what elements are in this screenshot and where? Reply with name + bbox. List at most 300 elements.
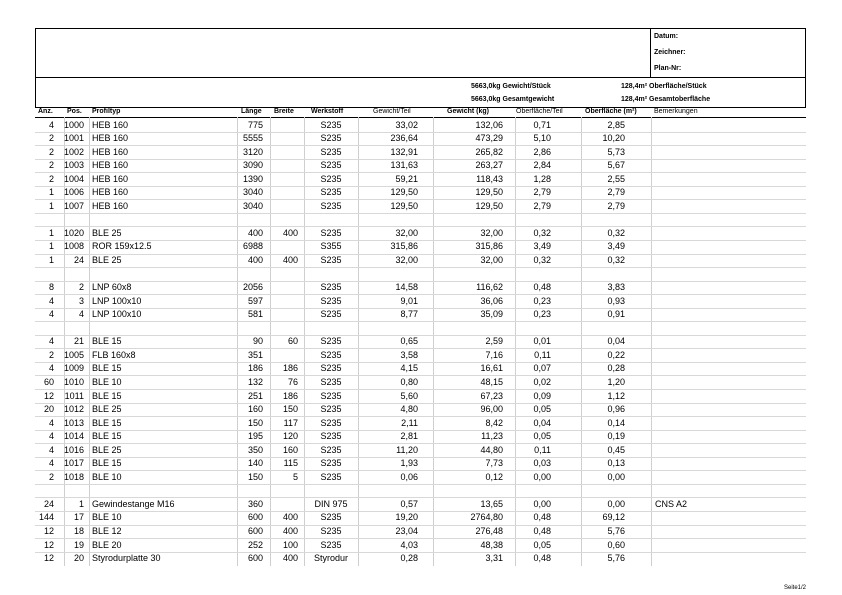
table-cell-anz: 144: [38, 512, 54, 523]
col-header-oberflaeche-teil: Oberfläche/Teil: [516, 108, 563, 115]
table-cell-gew: 116,62: [476, 282, 503, 293]
col-header-gewicht-kg: Gewicht (kg): [447, 108, 490, 115]
table-cell-gew_teil: 14,58: [395, 282, 418, 293]
table-cell-pos: 2: [78, 282, 84, 293]
table-cell-anz: 2: [48, 160, 54, 171]
table-cell-anz: 20: [43, 404, 54, 415]
table-cell-gew: 32,00: [480, 255, 503, 265]
table-cell-ob: 0,00: [607, 471, 625, 482]
table-cell-gew: 129,50: [475, 187, 503, 198]
grid-vline: [89, 117, 90, 566]
table-cell-profil: ROR 159x12.5: [92, 241, 152, 252]
total-weight: 5663,0kg Gesamtgewicht: [471, 96, 555, 103]
table-cell-werkstoff: S235: [320, 200, 342, 211]
table-cell-gew_teil: 4,03: [400, 539, 418, 550]
table-cell-profil: BLE 15: [92, 336, 122, 347]
table-cell-ob_teil: 2,79: [533, 187, 551, 198]
table-cell-ob_teil: 0,01: [533, 336, 551, 347]
table-cell-werkstoff: S235: [320, 458, 342, 469]
table-cell-breite: 186: [282, 363, 298, 374]
table-cell-ob: 0,19: [607, 431, 625, 442]
table-cell-profil: HEB 160: [92, 146, 129, 157]
table-cell-pos: 1020: [64, 227, 85, 238]
table-cell-ob: 1,12: [607, 390, 625, 401]
table-cell-werkstoff: S235: [320, 376, 342, 387]
table-cell-profil: LNP 100x10: [92, 309, 142, 320]
table-cell-ob: 2,85: [607, 119, 625, 130]
table-cell-anz: 4: [48, 458, 54, 469]
table-cell-ob_teil: 0,07: [533, 363, 551, 374]
table-cell-laenge: 360: [247, 498, 263, 509]
table-cell-werkstoff: S235: [320, 404, 342, 415]
table-cell-anz: 4: [48, 444, 54, 455]
table-cell-pos: 1: [78, 498, 84, 509]
table-cell-werkstoff: S235: [320, 431, 342, 442]
table-cell-bem: CNS A2: [655, 498, 688, 509]
table-cell-laenge: 600: [247, 526, 263, 536]
table-cell-ob_teil: 0,09: [533, 390, 551, 401]
table-cell-gew_teil: 0,65: [400, 336, 418, 347]
table-cell-gew: 2764,80: [470, 512, 503, 523]
table-cell-ob: 0,22: [607, 349, 625, 360]
table-cell-anz: 4: [48, 295, 54, 306]
table-cell-laenge: 90: [252, 336, 263, 347]
table-cell-ob: 5,76: [607, 526, 625, 536]
table-cell-ob_teil: 0,48: [533, 512, 551, 523]
table-cell-breite: 400: [282, 553, 298, 564]
table-cell-breite: 60: [287, 336, 298, 347]
table-cell-anz: 12: [43, 539, 54, 550]
table-cell-anz: 2: [48, 146, 54, 157]
table-cell-laenge: 5555: [242, 133, 263, 144]
table-cell-laenge: 775: [247, 119, 263, 130]
table-cell-profil: BLE 15: [92, 458, 122, 469]
table-cell-anz: 12: [43, 553, 54, 564]
table-cell-anz: 1: [48, 227, 54, 238]
table-cell-ob_teil: 0,23: [533, 309, 551, 320]
table-cell-ob: 0,60: [607, 539, 625, 550]
grid-hline: [35, 484, 806, 485]
table-cell-werkstoff: S235: [320, 471, 342, 482]
table-cell-pos: 3: [78, 295, 84, 306]
table-cell-profil: Styrodurplatte 30: [92, 553, 161, 564]
table-cell-breite: 115: [283, 458, 298, 469]
table-cell-gew_teil: 8,77: [400, 309, 418, 320]
table-cell-gew_teil: 131,63: [390, 160, 418, 171]
table-cell-profil: BLE 20: [92, 539, 122, 550]
table-cell-laenge: 132: [247, 376, 263, 387]
table-cell-ob_teil: 0,05: [533, 404, 551, 415]
table-cell-gew_teil: 236,64: [390, 133, 418, 144]
col-header-pos: Pos.: [67, 108, 82, 115]
table-cell-gew: 265,82: [475, 146, 503, 157]
table-cell-gew_teil: 9,01: [400, 295, 418, 306]
table-cell-gew: 16,61: [480, 363, 503, 374]
surface-per-piece: 128,4m² Oberfläche/Stück: [621, 83, 707, 90]
table-cell-werkstoff: S235: [320, 417, 342, 428]
table-cell-gew_teil: 4,80: [400, 404, 418, 415]
table-cell-breite: 400: [282, 512, 298, 523]
table-cell-breite: 400: [282, 227, 298, 238]
table-cell-gew_teil: 3,58: [400, 349, 418, 360]
table-cell-gew_teil: 33,02: [395, 119, 418, 130]
datum-label: Datum:: [654, 33, 679, 40]
table-cell-pos: 4: [78, 309, 84, 320]
table-cell-laenge: 140: [247, 458, 263, 469]
table-cell-laenge: 3040: [242, 187, 263, 198]
table-cell-ob: 5,73: [607, 146, 625, 157]
table-cell-anz: 4: [48, 336, 54, 347]
table-cell-pos: 21: [73, 336, 84, 347]
table-cell-ob: 10,20: [602, 133, 625, 144]
table-cell-laenge: 2056: [242, 282, 263, 293]
table-cell-pos: 1014: [64, 431, 85, 442]
table-cell-werkstoff: S235: [320, 282, 342, 293]
title-block: [35, 28, 806, 108]
table-cell-profil: BLE 10: [92, 512, 122, 523]
table-cell-gew_teil: 315,86: [390, 241, 418, 252]
table-cell-gew: 35,09: [480, 309, 503, 320]
table-cell-gew: 473,29: [475, 133, 503, 144]
table-cell-ob: 0,14: [607, 417, 625, 428]
table-cell-werkstoff: S235: [320, 146, 342, 157]
table-cell-anz: 2: [48, 471, 54, 482]
table-cell-ob: 0,45: [607, 444, 625, 455]
table-cell-werkstoff: S235: [320, 309, 342, 320]
table-cell-ob: 0,96: [607, 404, 625, 415]
table-cell-ob: 69,12: [602, 512, 625, 523]
table-cell-anz: 1: [48, 241, 54, 252]
table-cell-pos: 1008: [64, 241, 85, 252]
table-cell-breite: 400: [282, 255, 298, 265]
table-cell-werkstoff: Styrodur: [313, 553, 348, 564]
table-cell-werkstoff: DIN 975: [314, 498, 348, 509]
table-cell-pos: 1005: [64, 349, 85, 360]
table-cell-laenge: 400: [247, 227, 263, 238]
table-cell-ob: 3,83: [607, 282, 625, 293]
table-cell-ob: 0,00: [607, 498, 625, 509]
title-block-rule: [36, 77, 805, 78]
table-cell-gew: 132,06: [475, 119, 503, 130]
zeichner-label: Zeichner:: [654, 49, 686, 56]
table-cell-pos: 1000: [64, 119, 85, 130]
table-cell-werkstoff: S235: [320, 173, 342, 184]
table-cell-ob_teil: 0,32: [533, 255, 551, 265]
table-cell-profil: HEB 160: [92, 200, 129, 211]
table-cell-gew_teil: 129,50: [390, 200, 418, 211]
table-cell-werkstoff: S355: [320, 241, 342, 252]
col-header-oberflaeche-m2: Oberfläche (m²): [585, 108, 637, 115]
table-cell-ob: 0,13: [607, 458, 625, 469]
table-cell-werkstoff: S235: [320, 227, 342, 238]
table-cell-anz: 4: [48, 363, 54, 374]
table-cell-laenge: 195: [247, 431, 263, 442]
table-cell-werkstoff: S235: [320, 363, 342, 374]
title-block-divider: [650, 29, 651, 77]
table-cell-laenge: 400: [247, 255, 263, 265]
table-cell-werkstoff: S235: [320, 539, 342, 550]
grid-hline: [35, 213, 806, 214]
table-cell-pos: 1009: [64, 363, 85, 374]
table-cell-ob: 0,04: [607, 336, 625, 347]
table-cell-ob: 0,32: [607, 227, 625, 238]
table-cell-laenge: 186: [247, 363, 263, 374]
table-cell-gew: 7,16: [485, 349, 503, 360]
table-cell-pos: 24: [73, 255, 84, 265]
table-cell-gew: 48,38: [480, 539, 503, 550]
table-cell-ob_teil: 0,11: [534, 444, 551, 455]
table-cell-profil: BLE 15: [92, 363, 122, 374]
table-cell-anz: 1: [48, 255, 54, 265]
table-cell-gew_teil: 1,93: [400, 458, 418, 469]
table-cell-pos: 1006: [64, 187, 85, 198]
table-cell-ob_teil: 0,03: [533, 458, 551, 469]
table-cell-werkstoff: S235: [320, 390, 342, 401]
table-cell-laenge: 6988: [242, 241, 263, 252]
table-cell-pos: 1011: [64, 390, 84, 401]
table-cell-werkstoff: S235: [320, 187, 342, 198]
table-cell-gew: 3,31: [485, 553, 503, 564]
table-cell-werkstoff: S235: [320, 255, 342, 265]
table-cell-werkstoff: S235: [320, 295, 342, 306]
table-cell-pos: 1003: [64, 160, 85, 171]
table-cell-laenge: 600: [247, 553, 263, 564]
grid-hline: [35, 321, 806, 322]
table-cell-gew_teil: 59,21: [395, 173, 418, 184]
table-cell-gew_teil: 5,60: [400, 390, 418, 401]
table-cell-anz: 12: [43, 390, 54, 401]
table-cell-ob_teil: 0,00: [533, 471, 551, 482]
weight-per-piece: 5663,0kg Gewicht/Stück: [471, 83, 551, 90]
table-cell-gew_teil: 0,06: [400, 471, 418, 482]
table-cell-profil: BLE 10: [92, 471, 122, 482]
table-cell-gew_teil: 0,57: [400, 498, 418, 509]
table-cell-gew: 118,43: [476, 173, 503, 184]
table-cell-anz: 4: [48, 431, 54, 442]
table-cell-profil: BLE 10: [92, 376, 122, 387]
table-cell-ob_teil: 0,23: [533, 295, 551, 306]
table-cell-profil: BLE 15: [92, 431, 122, 442]
table-cell-ob: 0,93: [607, 295, 625, 306]
table-cell-pos: 1013: [64, 417, 85, 428]
table-cell-laenge: 350: [247, 444, 263, 455]
table-cell-laenge: 150: [247, 471, 263, 482]
table-cell-breite: 120: [282, 431, 298, 442]
plan-nr-label: Plan-Nr:: [654, 65, 682, 72]
table-cell-laenge: 3090: [242, 160, 263, 171]
table-cell-laenge: 351: [247, 349, 263, 360]
col-header-anz: Anz.: [38, 108, 53, 115]
table-cell-gew_teil: 32,00: [395, 227, 418, 238]
table-cell-gew: 48,15: [480, 376, 503, 387]
table-cell-breite: 186: [282, 390, 298, 401]
table-cell-anz: 1: [48, 187, 54, 198]
col-header-breite: Breite: [274, 108, 294, 115]
table-cell-profil: HEB 160: [92, 119, 129, 130]
table-cell-werkstoff: S235: [320, 336, 342, 347]
table-cell-laenge: 597: [247, 295, 263, 306]
table-cell-ob: 5,67: [607, 160, 625, 171]
table-cell-gew_teil: 32,00: [395, 255, 418, 265]
table-cell-ob_teil: 2,86: [533, 146, 551, 157]
table-cell-anz: 4: [48, 309, 54, 320]
table-cell-laenge: 251: [247, 390, 263, 401]
col-header-profiltyp: Profiltyp: [92, 108, 121, 115]
table-cell-anz: 24: [43, 498, 54, 509]
table-cell-ob: 0,28: [607, 363, 625, 374]
table-cell-breite: 160: [282, 444, 298, 455]
table-cell-anz: 4: [48, 119, 54, 130]
table-cell-pos: 20: [73, 553, 84, 564]
table-cell-anz: 4: [48, 417, 54, 428]
grid-vline: [651, 117, 652, 566]
table-cell-gew: 44,80: [480, 444, 503, 455]
table-cell-profil: HEB 160: [92, 173, 129, 184]
table-cell-werkstoff: S235: [320, 133, 342, 144]
table-cell-profil: HEB 160: [92, 133, 129, 144]
table-cell-ob_teil: 0,48: [533, 282, 551, 293]
table-cell-profil: BLE 25: [92, 227, 122, 238]
table-cell-anz: 8: [48, 282, 54, 293]
table-cell-profil: Gewindestange M16: [92, 498, 175, 509]
table-cell-breite: 150: [282, 404, 298, 415]
table-cell-anz: 2: [48, 133, 54, 144]
table-cell-werkstoff: S235: [320, 526, 342, 536]
table-cell-profil: BLE 25: [92, 404, 122, 415]
table-cell-ob_teil: 2,84: [533, 160, 551, 171]
table-cell-werkstoff: S235: [320, 512, 342, 523]
table-cell-laenge: 581: [247, 309, 263, 320]
table-cell-ob_teil: 0,48: [533, 526, 551, 536]
table-cell-profil: FLB 160x8: [92, 349, 136, 360]
table-cell-gew_teil: 2,81: [400, 431, 418, 442]
table-cell-anz: 2: [48, 173, 54, 184]
table-cell-gew_teil: 0,80: [400, 376, 418, 387]
table-cell-gew_teil: 11,20: [396, 444, 418, 455]
table-cell-profil: HEB 160: [92, 160, 129, 171]
table-cell-gew: 0,12: [485, 471, 503, 482]
table-cell-pos: 1007: [64, 200, 85, 211]
table-cell-profil: BLE 15: [92, 417, 122, 428]
table-cell-pos: 18: [73, 526, 84, 536]
page-number: Seite1/2: [784, 585, 807, 591]
table-cell-gew: 13,65: [480, 498, 503, 509]
table-cell-ob_teil: 5,10: [533, 133, 551, 144]
table-cell-ob_teil: 0,11: [534, 349, 551, 360]
table-cell-laenge: 160: [247, 404, 263, 415]
table-cell-gew: 7,73: [485, 458, 503, 469]
table-cell-laenge: 150: [247, 417, 263, 428]
table-cell-breite: 400: [282, 526, 298, 536]
table-cell-gew: 129,50: [475, 200, 503, 211]
table-cell-ob: 2,79: [607, 200, 625, 211]
table-cell-ob_teil: 2,79: [533, 200, 551, 211]
total-surface: 128,4m² Gesamtoberfläche: [621, 96, 711, 103]
table-cell-werkstoff: S235: [320, 444, 342, 455]
table-cell-gew_teil: 23,04: [395, 526, 418, 536]
table-cell-anz: 1: [48, 200, 54, 211]
table-cell-laenge: 3120: [242, 146, 263, 157]
table-cell-profil: BLE 15: [92, 390, 122, 401]
table-cell-laenge: 1390: [242, 173, 263, 184]
table-cell-laenge: 252: [247, 539, 263, 550]
grid-hline: [35, 267, 806, 268]
table-cell-gew: 276,48: [475, 526, 503, 536]
table-cell-ob_teil: 0,71: [533, 119, 551, 130]
table-cell-ob_teil: 0,48: [533, 553, 551, 564]
table-cell-gew: 96,00: [480, 404, 503, 415]
table-cell-gew_teil: 4,15: [400, 363, 418, 374]
table-cell-pos: 1018: [64, 471, 85, 482]
table-cell-gew: 315,86: [475, 241, 503, 252]
table-cell-profil: LNP 60x8: [92, 282, 132, 293]
table-cell-pos: 17: [73, 512, 84, 523]
table-cell-gew: 263,27: [475, 160, 503, 171]
table-cell-laenge: 600: [247, 512, 263, 523]
col-header-bemerkungen: Bemerkungen: [654, 108, 698, 115]
table-cell-ob: 5,76: [607, 553, 625, 564]
table-cell-gew: 8,42: [485, 417, 503, 428]
table-cell-ob_teil: 0,05: [533, 431, 551, 442]
table-cell-breite: 117: [283, 417, 298, 428]
table-cell-profil: BLE 25: [92, 444, 122, 455]
table-cell-breite: 100: [282, 539, 298, 550]
table-cell-ob: 0,91: [607, 309, 625, 320]
table-cell-profil: LNP 100x10: [92, 295, 142, 306]
table-cell-breite: 5: [292, 471, 298, 482]
table-cell-gew_teil: 19,20: [395, 512, 418, 523]
table-cell-gew: 36,06: [480, 295, 503, 306]
table-cell-laenge: 3040: [242, 200, 263, 211]
table-cell-ob: 2,55: [607, 173, 625, 184]
table-cell-werkstoff: S235: [320, 160, 342, 171]
table-cell-pos: 1004: [64, 173, 85, 184]
table-cell-breite: 76: [287, 376, 298, 387]
table-cell-gew: 67,23: [480, 390, 503, 401]
table-cell-profil: BLE 25: [92, 255, 122, 265]
table-cell-pos: 1002: [64, 146, 85, 157]
table-cell-ob_teil: 0,02: [533, 376, 551, 387]
table-cell-anz: 12: [43, 526, 54, 536]
col-header-laenge: Länge: [241, 108, 262, 115]
table-cell-gew_teil: 129,50: [390, 187, 418, 198]
table-cell-gew_teil: 0,28: [400, 553, 418, 564]
table-cell-werkstoff: S235: [320, 349, 342, 360]
table-cell-anz: 60: [43, 376, 54, 387]
table-cell-anz: 2: [48, 349, 54, 360]
table-cell-gew_teil: 2,11: [401, 417, 418, 428]
table-cell-pos: 19: [73, 539, 84, 550]
col-header-gewicht-teil: Gewicht/Teil: [373, 108, 411, 115]
table-cell-ob_teil: 0,32: [533, 227, 551, 238]
table-cell-gew: 2,59: [485, 336, 503, 347]
table-cell-profil: HEB 160: [92, 187, 129, 198]
table-cell-ob_teil: 0,00: [533, 498, 551, 509]
table-cell-ob: 2,79: [607, 187, 625, 198]
table-cell-pos: 1001: [64, 133, 85, 144]
table-cell-ob: 0,32: [607, 255, 625, 265]
table-cell-profil: BLE 12: [92, 526, 122, 536]
table-cell-ob_teil: 0,04: [533, 417, 551, 428]
table-cell-ob_teil: 3,49: [533, 241, 551, 252]
table-cell-werkstoff: S235: [320, 119, 342, 130]
table-cell-ob_teil: 0,05: [533, 539, 551, 550]
table-cell-gew_teil: 132,91: [390, 146, 418, 157]
table-cell-gew: 11,23: [481, 431, 503, 442]
col-header-werkstoff: Werkstoff: [311, 108, 344, 115]
table-cell-pos: 1010: [64, 376, 85, 387]
table-cell-pos: 1012: [64, 404, 85, 415]
